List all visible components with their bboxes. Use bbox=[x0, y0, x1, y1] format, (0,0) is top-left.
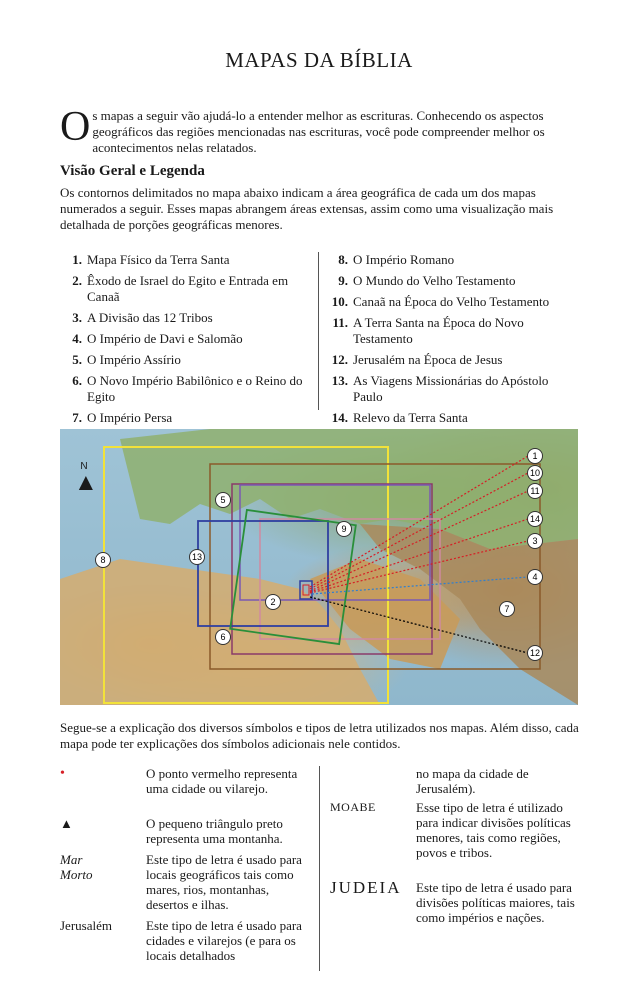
list-item: 1. Mapa Físico da Terra Santa bbox=[72, 252, 230, 267]
list-item: 7. O Império Persa bbox=[72, 410, 173, 425]
north-indicator bbox=[74, 461, 98, 496]
svg-text:5: 5 bbox=[220, 495, 226, 505]
list-item: 4. O Império de Davi e Salomão bbox=[72, 331, 243, 346]
list-item: 8. O Império Romano bbox=[338, 252, 455, 267]
page-title: MAPAS DA BÍBLIA bbox=[225, 48, 413, 72]
marker-1 bbox=[528, 449, 543, 464]
intro-paragraph bbox=[60, 104, 580, 156]
map-list-right bbox=[326, 252, 580, 431]
legend-key: MOABE bbox=[330, 800, 376, 814]
svg-text:4: 4 bbox=[532, 572, 538, 582]
legend-desc: Este tipo de letra é usado para divisões políticas maiores, tais como impérios e nações. bbox=[416, 880, 575, 925]
legend-key: Jerusalém bbox=[60, 918, 112, 933]
explain-text: Segue-se a explicação dos diversos símbolos e tipos de letra utilizados nos mapas. Além disso, cada mapa pode ter explicações dos símbolos adicionais nele contidos. bbox=[60, 720, 579, 751]
marker-12 bbox=[528, 646, 543, 661]
marker-14 bbox=[528, 512, 543, 527]
marker-13 bbox=[190, 550, 205, 565]
legend-desc: Este tipo de letra é usado para locais geográficos tais como mares, rios, montanhas, desertos e ilhas. bbox=[146, 852, 302, 912]
svg-text:11: 11 bbox=[530, 486, 540, 496]
list-item: 12. Jerusalém na Época de Jesus bbox=[331, 352, 503, 367]
legend-desc: Esse tipo de letra é utilizado para indicar divisões políticas menores, tais como regiões, povos e tribos. bbox=[416, 800, 571, 860]
north-label: N bbox=[80, 461, 88, 472]
north-arrow-icon: ▲ bbox=[74, 469, 98, 496]
red-dot-icon: • bbox=[60, 766, 65, 781]
list-item: 3. A Divisão das 12 Tribos bbox=[72, 310, 213, 325]
list-item: 9. O Mundo do Velho Testamento bbox=[338, 273, 516, 288]
marker-8 bbox=[96, 553, 111, 568]
section-text: Os contornos delimitados no mapa abaixo indicam a área geográfica de cada um dos mapas numerados a seguir. Esses mapas abrangem áreas extensas, assim como uma visualização mais detalhada de porções geográficas menores. bbox=[60, 185, 554, 232]
column-divider bbox=[318, 252, 319, 410]
svg-text:6: 6 bbox=[220, 632, 226, 642]
legend-desc: Este tipo de letra é usado para cidades e vilarejos (e para os locais detalhados bbox=[146, 918, 302, 963]
svg-text:1: 1 bbox=[532, 451, 538, 461]
list-item: 6. O Novo Império Babilônico e o Reino do Egito bbox=[72, 373, 303, 404]
list-item: 5. O Império Assírio bbox=[72, 352, 181, 367]
svg-text:10: 10 bbox=[529, 468, 541, 478]
list-item: 11. A Terra Santa na Época do Novo Testamento bbox=[332, 315, 524, 346]
legend-desc: O ponto vermelho representa uma cidade ou vilarejo. bbox=[146, 766, 298, 796]
list-item: 2. Êxodo de Israel do Egito e Entrada em Canaã bbox=[72, 273, 289, 304]
map-list-left bbox=[60, 252, 312, 431]
marker-11 bbox=[528, 484, 543, 499]
svg-text:2: 2 bbox=[270, 597, 276, 607]
drop-cap: O bbox=[60, 104, 91, 150]
overview-map bbox=[60, 429, 578, 705]
marker-2 bbox=[266, 595, 281, 610]
svg-text:3: 3 bbox=[532, 536, 538, 546]
section-title: Visão Geral e Legenda bbox=[60, 163, 205, 179]
svg-text:8: 8 bbox=[100, 555, 106, 565]
legend-key: JUDEIA bbox=[330, 878, 402, 897]
svg-text:13: 13 bbox=[191, 552, 203, 562]
svg-text:7: 7 bbox=[504, 604, 510, 614]
marker-10 bbox=[528, 466, 543, 481]
legend-key: Mar Morto bbox=[60, 852, 93, 882]
svg-text:14: 14 bbox=[529, 514, 541, 524]
legend-divider bbox=[319, 766, 320, 971]
marker-4 bbox=[528, 570, 543, 585]
marker-5 bbox=[216, 493, 231, 508]
svg-text:12: 12 bbox=[529, 648, 541, 658]
marker-3 bbox=[528, 534, 543, 549]
marker-6 bbox=[216, 630, 231, 645]
intro-text: s mapas a seguir vão ajudá-lo a entender melhor as escrituras. Conhecendo os aspectos geográficos das regiões mencionadas nas escrituras, você pode compreender melhor os acontecimentos nelas relatados. bbox=[92, 108, 545, 155]
list-item: 14. Relevo da Terra Santa bbox=[331, 410, 468, 425]
marker-7 bbox=[500, 602, 515, 617]
map-overlays bbox=[60, 429, 578, 705]
list-item: 10. Canaã na Época do Velho Testamento bbox=[331, 294, 550, 309]
triangle-icon: ▲ bbox=[60, 816, 73, 831]
list-item: 13. As Viagens Missionárias do Apóstolo Paulo bbox=[331, 373, 549, 404]
legend-desc: O pequeno triângulo preto representa uma montanha. bbox=[146, 816, 283, 846]
legend-desc: no mapa da cidade de Jerusalém). bbox=[416, 766, 529, 796]
marker-9 bbox=[337, 522, 352, 537]
svg-text:9: 9 bbox=[341, 524, 347, 534]
